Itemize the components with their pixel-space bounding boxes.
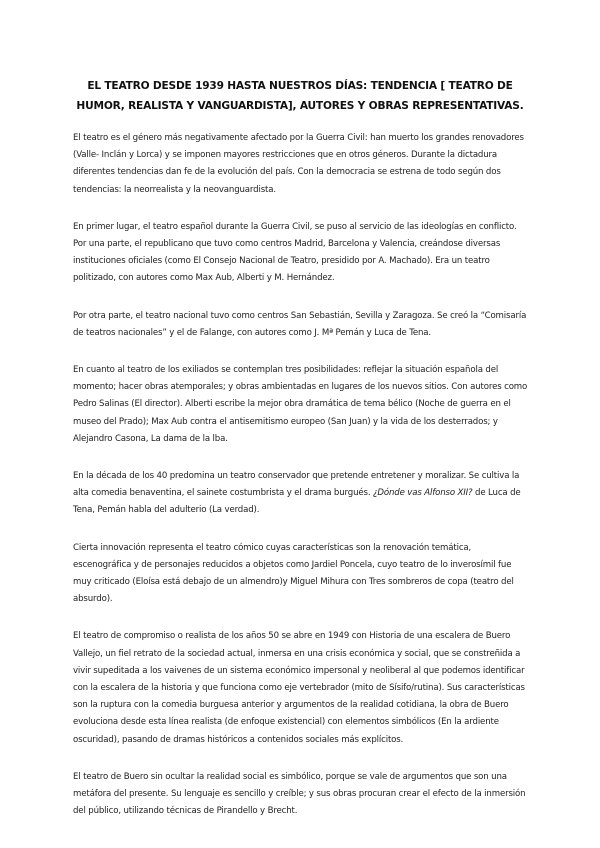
paragraph-3: Por otra parte, el teatro nacional tuvo como centros San Sebastián, Sevilla y Zaragoza. Se creó la “Comisaría de teatros nacionales” y el de Falange, con autores como J. Mª Pemán y Luca de Tena. <box>73 310 527 338</box>
document-title: EL TEATRO DESDE 1939 HASTA NUESTROS DÍAS: TENDENCIA [ TEATRO DE HUMOR, REALISTA Y VANGUARDISTA], AUTORES Y OBRAS REPRESENTATIVAS. <box>76 80 524 112</box>
paragraph-5-italic-title: ¿Dónde vas Alfonso XII? <box>373 488 473 499</box>
paragraph-1: El teatro es el género más negativamente afectado por la Guerra Civil: han muerto los grandes renovadores (Valle- Inclán y Lorca) y se imponen mayores restricciones que en otros géneros. Durante la dictadura diferentes tendencias dan fe de la evolución del país. Con la democracia se estrena de todo según dos tendencias: la neorrealista y la neovanguardista. <box>73 133 524 195</box>
paragraph-5-text-b: de Luca de Tena, Pemán habla del adulterio (La verdad). <box>73 488 521 516</box>
paragraph-5 <box>73 468 529 520</box>
paragraph-6: Cierta innovación representa el teatro cómico cuyas características son la renovación temática, escenográfica y de personajes reducidos a objetos como Jardiel Poncela, cuyo teatro de lo inverosímil fue muy criticado (Eloísa está debajo de un almendro)y Miguel Mihura con Tres sombreros de copa (teatro del absurdo). <box>73 542 514 605</box>
paragraph-8: El teatro de Buero sin ocultar la realidad social es simbólico, porque se vale de argumentos que son una metáfora del presente. Su lenguaje es sencillo y creíble; y sus obras procuran crear el efecto de la inmersión del público, utilizando técnicas de Pirandello y Brecht. <box>73 771 526 817</box>
paragraph-5-text-a: En la década de los 40 predomina un teatro conservador que pretende entretener y moralizar. Se cultiva la alta comedia benaventina, el sainete costumbrista y el drama burgués. <box>73 471 520 499</box>
paragraph-7: El teatro de compromiso o realista de los años 50 se abre en 1949 con Historia de una escalera de Buero Vallejo, un fiel retrato de la sociedad actual, inmersa en una crisis económica y social, que se constreñida a vivir supeditada a los vaivenes de un sistema económico impersonal y neoliberal al que podemos identificar con la escalera de la historia y que funciona como eje vertebrador (mito de Sísifo/rutina). Sus características son la ruptura con la comedia burguesa anterior y argumentos de la realidad cotidiana, la obra de Buero evoluciona desde esta línea realista (de enfoque existencial) con elementos simbólicos (En la ardiente oscuridad), pasando de dramas históricos a contenidos sociales más explícitos. <box>73 631 525 745</box>
paragraph-4: En cuanto al teatro de los exiliados se contemplan tres posibilidades: reflejar la situación española del momento; hacer obras atemporales; y obras ambientadas en lugares de los nuevos sitios. Con autores como Pedro Salinas (El director). Alberti escribe la mejor obra dramática de tema bélico (Noche de guerra en el museo del Prado); Max Aub contra el antisemitismo europeo (San Juan) y la vida de los desterrados; y Alejandro Casona, La dama de la lba. <box>73 365 528 444</box>
paragraph-2: En primer lugar, el teatro español durante la Guerra Civil, se puso al servicio de las ideologías en conflicto. Por una parte, el republicano que tuvo como centros Madrid, Barcelona y Valencia, creándose diversas instituciones oficiales (como El Consejo Nacional de Teatro, presidido por A. Machado). Era un teatro politizado, con autores como Max Aub, Alberti y M. Hernández. <box>73 221 517 284</box>
document-body <box>73 130 529 841</box>
